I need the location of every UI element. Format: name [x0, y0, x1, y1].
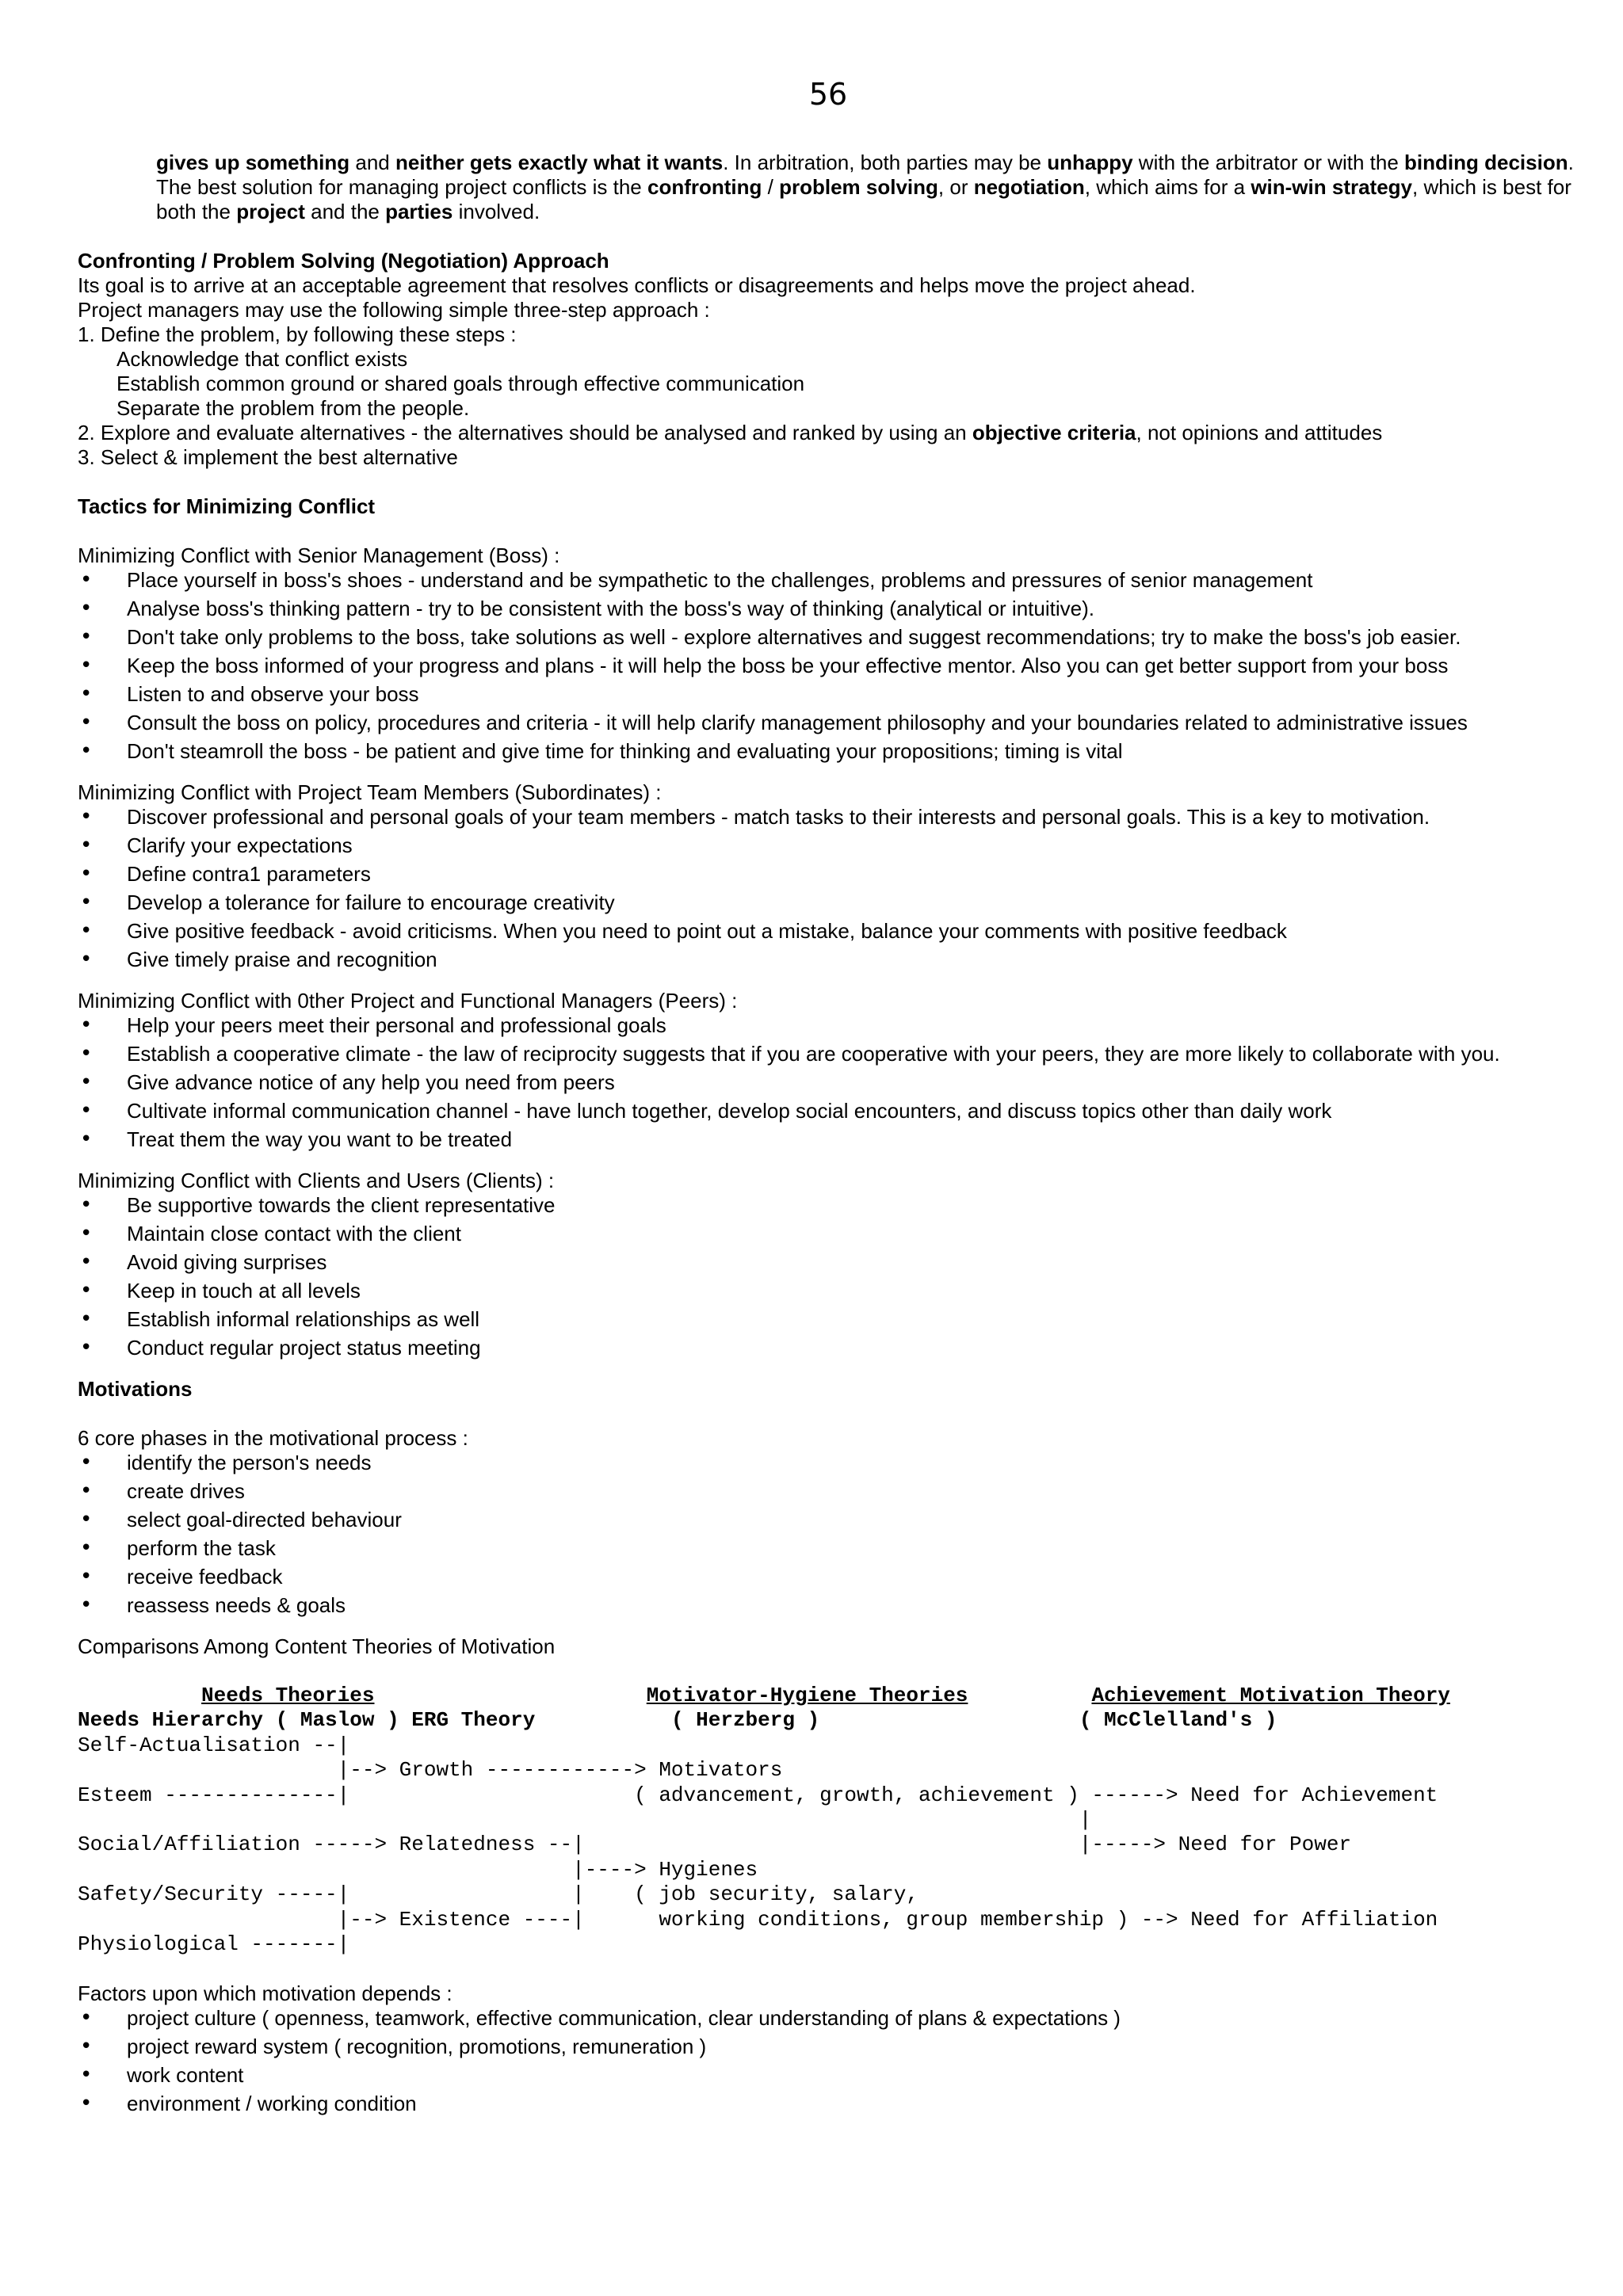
list-item: • Define contra1 parameters — [78, 862, 1575, 887]
diagram-spacer — [374, 1684, 646, 1707]
motivation-theories-diagram — [78, 1684, 1575, 1957]
list-item: • create drives — [78, 1479, 1575, 1504]
intro-paragraph-best-solution — [156, 175, 1575, 224]
confronting-step-2 — [78, 421, 1575, 445]
intro-text: involved. — [453, 200, 540, 223]
intro-text: and — [349, 151, 395, 174]
boss-section-title: Minimizing Conflict with Senior Management (Boss) : — [78, 543, 560, 567]
list-item: • environment / working condition — [78, 2092, 1575, 2116]
intro-text: and the — [304, 200, 386, 223]
intro-bold-text: confronting — [647, 175, 762, 199]
confronting-intro: Project managers may use the following simple three-step approach : — [78, 298, 710, 322]
clients-section-title: Minimizing Conflict with Clients and Users (Clients) : — [78, 1169, 555, 1192]
list-item: • Avoid giving surprises — [78, 1250, 1575, 1275]
list-item: • Keep the boss informed of your progress and plans - it will help the boss be your effective mentor. Also you can get better support from your boss — [78, 654, 1575, 678]
confronting-heading: Confronting / Problem Solving (Negotiation) Approach — [78, 249, 609, 273]
factors-title: Factors upon which motivation depends : — [78, 1981, 453, 2006]
diagram-line: |----> Hygienes — [78, 1857, 758, 1882]
list-item: • identify the person's needs — [78, 1451, 1575, 1475]
list-item: • Establish a cooperative climate - the law of reciprocity suggests that if you are cooperative with your peers, they are more likely to collaborate with you. — [78, 1042, 1575, 1066]
list-item: • Give timely praise and recognition — [78, 948, 1575, 972]
diagram-subheading-herzberg: ( Herzberg ) — [670, 1708, 820, 1733]
list-item: • Consult the boss on policy, procedures and criteria - it will help clarify management philosophy and your boundaries related to administrative issues — [78, 711, 1575, 735]
list-item: • Clarify your expectations — [78, 833, 1575, 858]
list-item: • Keep in touch at all levels — [78, 1279, 1575, 1303]
diagram-subheading-mcclelland: ( McClelland's ) — [1079, 1708, 1277, 1733]
list-item: • receive feedback — [78, 1565, 1575, 1589]
list-item: • Don't steamroll the boss - be patient and give time for thinking and evaluating your propositions; timing is vital — [78, 739, 1575, 764]
phases-title: 6 core phases in the motivational process : — [78, 1426, 468, 1450]
diagram-line: Safety/Security -----| | ( job security, salary, — [78, 1882, 918, 1907]
list-item: • work content — [78, 2063, 1575, 2088]
intro-bold-text: unhappy — [1047, 151, 1133, 174]
intro-text: The best solution for managing project conflicts is the — [156, 175, 647, 199]
step-1-item: Establish common ground or shared goals through effective communication — [116, 372, 805, 395]
motivations-heading: Motivations — [78, 1377, 193, 1401]
intro-bold-text: win-win strategy — [1251, 175, 1413, 199]
intro-text: , which is best for both the — [156, 175, 1571, 223]
list-item: • Give advance notice of any help you need from peers — [78, 1070, 1575, 1095]
list-item: • Maintain close contact with the client — [78, 1222, 1575, 1246]
intro-text: . — [1568, 151, 1574, 174]
confronting-step-1: 1. Define the problem, by following these steps : — [78, 322, 517, 346]
diagram-line: | — [78, 1808, 1092, 1833]
comparison-title: Comparisons Among Content Theories of Motivation — [78, 1634, 556, 1658]
intro-bold-text: gives up something — [156, 151, 350, 174]
intro-bold-text: neither gets exactly what it wants — [395, 151, 724, 174]
diagram-spacer — [819, 1708, 1079, 1732]
phases-list — [78, 1451, 1575, 1618]
list-item: • project reward system ( recognition, promotions, remuneration ) — [78, 2035, 1575, 2059]
diagram-spacer — [535, 1708, 671, 1732]
diagram-spacer — [78, 1684, 201, 1707]
diagram-line: Esteem --------------| ( advancement, growth, achievement ) ------> Need for Achievement — [78, 1783, 1438, 1807]
list-item: • Develop a tolerance for failure to encourage creativity — [78, 891, 1575, 915]
step-2-bold-text: objective criteria — [972, 421, 1136, 444]
list-item: • Establish informal relationships as well — [78, 1307, 1575, 1332]
intro-bold-text: negotiation — [973, 175, 1085, 199]
diagram-heading-needs-theories: Needs Theories — [201, 1684, 375, 1707]
list-item: • Be supportive towards the client representative — [78, 1193, 1575, 1218]
peers-tactics-list — [78, 1013, 1575, 1152]
diagram-heading-achievement: Achievement Motivation Theory — [1091, 1684, 1450, 1707]
list-item: • select goal-directed behaviour — [78, 1508, 1575, 1532]
intro-bold-text: binding decision — [1404, 151, 1568, 174]
list-item: • Analyse boss's thinking pattern - try to be consistent with the boss's way of thinking (analytical or intuitive). — [78, 597, 1575, 621]
factors-list — [78, 2006, 1575, 2116]
list-item: • perform the task — [78, 1536, 1575, 1561]
list-item: • reassess needs & goals — [78, 1593, 1575, 1618]
intro-text: , or — [938, 175, 974, 199]
intro-bold-text: problem solving — [779, 175, 938, 199]
list-item: • Place yourself in boss's shoes - understand and be sympathetic to the challenges, problems and pressures of senior management — [78, 568, 1575, 593]
list-item: • Help your peers meet their personal and professional goals — [78, 1013, 1575, 1038]
tactics-heading: Tactics for Minimizing Conflict — [78, 494, 376, 518]
diagram-line: |--> Existence ----| working conditions, group membership ) --> Need for Affiliation — [78, 1907, 1438, 1932]
confronting-goal: Its goal is to arrive at an acceptable agreement that resolves conflicts or disagreements and helps move the project ahead. — [78, 273, 1196, 297]
intro-text: . In arbitration, both parties may be — [723, 151, 1048, 174]
diagram-spacer — [968, 1684, 1091, 1707]
list-item: • Don't take only problems to the boss, take solutions as well - explore alternatives and suggest recommendations; try to make the boss's job easier. — [78, 625, 1575, 650]
list-item: • Discover professional and personal goals of your team members - match tasks to their interests and personal goals. This is a key to motivation. — [78, 805, 1575, 830]
confronting-step-3: 3. Select & implement the best alternative — [78, 445, 458, 469]
list-item: • Cultivate informal communication channel - have lunch together, develop social encounters, and discuss topics other than daily work — [78, 1099, 1575, 1123]
boss-tactics-list — [78, 568, 1575, 764]
team-section-title: Minimizing Conflict with Project Team Members (Subordinates) : — [78, 780, 662, 804]
list-item: • Listen to and observe your boss — [78, 682, 1575, 707]
diagram-line: Self-Actualisation --| — [78, 1733, 350, 1757]
step-2-text: , not opinions and attitudes — [1136, 421, 1383, 444]
diagram-line: |--> Growth ------------> Motivators — [78, 1758, 783, 1783]
intro-paragraph-arbitration — [156, 151, 1575, 175]
intro-text: / — [762, 175, 780, 199]
intro-bold-text: project — [236, 200, 305, 223]
clients-tactics-list — [78, 1193, 1575, 1360]
page-content — [78, 151, 1575, 2120]
intro-text: with the arbitrator or with the — [1132, 151, 1405, 174]
list-item: • Give positive feedback - avoid criticisms. When you need to point out a mistake, balance your comments with positive feedback — [78, 919, 1575, 944]
step-1-item: Separate the problem from the people. — [116, 396, 470, 420]
team-tactics-list — [78, 805, 1575, 972]
list-item: • project culture ( openness, teamwork, effective communication, clear understanding of plans & expectations ) — [78, 2006, 1575, 2031]
step-1-item: Acknowledge that conflict exists — [116, 347, 408, 371]
intro-block — [78, 151, 1575, 224]
diagram-subheading-needs: Needs Hierarchy ( Maslow ) ERG Theory — [78, 1708, 536, 1733]
intro-bold-text: parties — [385, 200, 453, 223]
intro-text: , which aims for a — [1084, 175, 1251, 199]
list-item: • Treat them the way you want to be treated — [78, 1127, 1575, 1152]
diagram-heading-motivator-hygiene: Motivator-Hygiene Theories — [646, 1684, 968, 1707]
step-2-text: 2. Explore and evaluate alternatives - the alternatives should be analysed and ranked by using an — [78, 421, 972, 444]
diagram-line: Physiological -------| — [78, 1932, 350, 1957]
list-item: • Conduct regular project status meeting — [78, 1336, 1575, 1360]
peers-section-title: Minimizing Conflict with 0ther Project and Functional Managers (Peers) : — [78, 989, 738, 1013]
page-number: 56 — [808, 77, 848, 112]
diagram-line: Social/Affiliation -----> Relatedness --| |-----> Need for Power — [78, 1833, 1352, 1857]
